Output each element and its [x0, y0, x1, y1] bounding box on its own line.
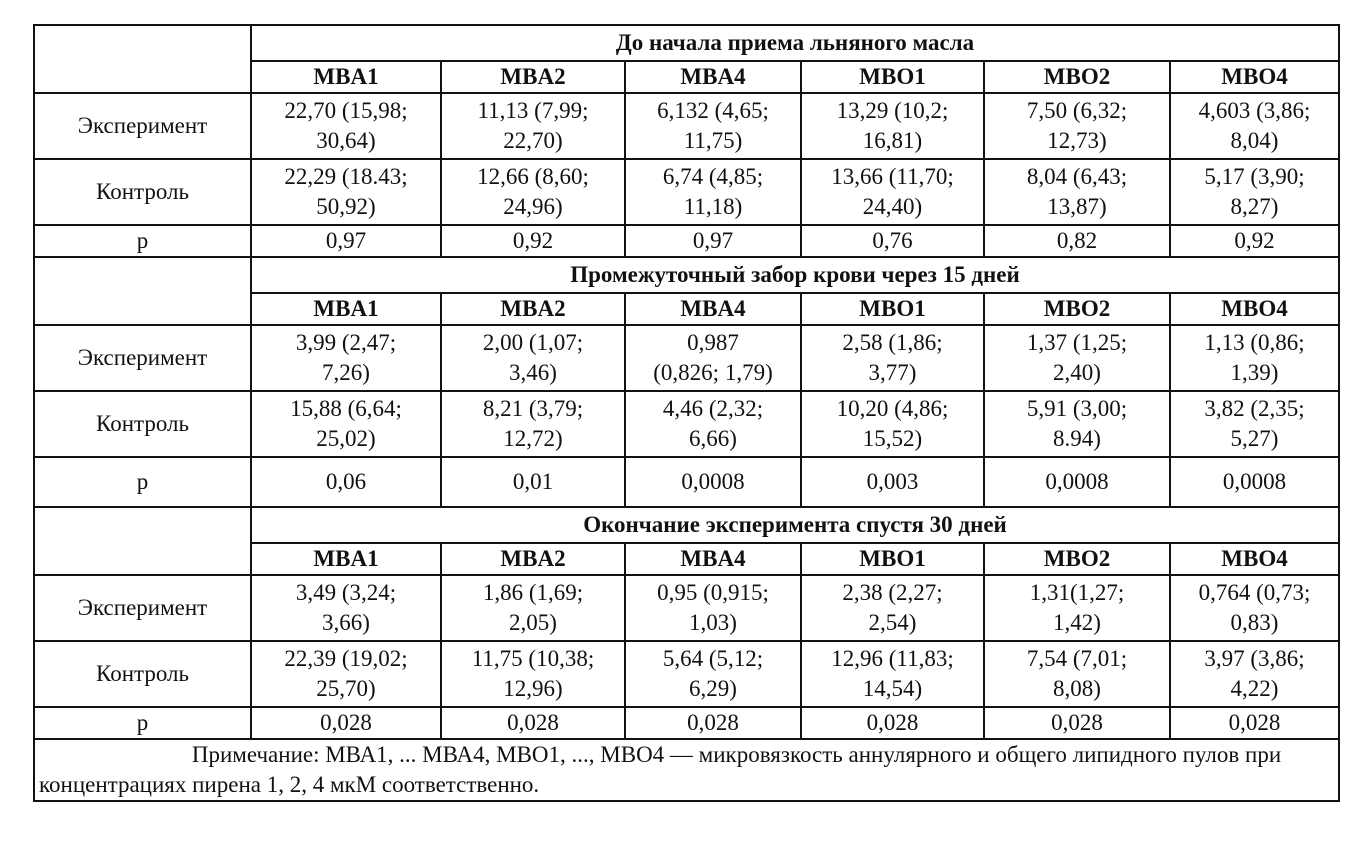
cell-line: 25,02)	[316, 426, 376, 451]
table-cell	[1170, 391, 1339, 457]
cell-line: 4,22)	[1230, 676, 1279, 701]
table-cell	[251, 325, 441, 391]
cell-line: 0,028	[320, 710, 372, 735]
cell-line: 4,46 (2,32;	[662, 396, 764, 421]
table-cell	[984, 325, 1170, 391]
cell-line: 3,97 (3,86;	[1204, 646, 1305, 671]
cell-line: 0,003	[866, 469, 919, 494]
column-header: MBO2	[984, 61, 1170, 93]
cell-line: 50,92)	[316, 194, 376, 219]
cell-line: 5,17 (3,90;	[1204, 164, 1305, 189]
cell-line: 8,08)	[1053, 676, 1101, 701]
table-cell	[801, 641, 984, 707]
table-cell	[251, 457, 441, 507]
cell-line: 22,39 (19,02;	[284, 646, 408, 671]
table-cell	[251, 225, 441, 257]
cell-line: 5,64 (5,12;	[662, 646, 764, 671]
cell-line: 0,06	[325, 469, 367, 494]
cell-line: 7,50 (6,32;	[1026, 98, 1128, 123]
table-row	[34, 225, 1339, 257]
cell-line: 11,75)	[683, 128, 743, 153]
cell-line: 3,66)	[322, 610, 370, 635]
column-header: MBO4	[1170, 61, 1339, 93]
table-cell	[984, 641, 1170, 707]
column-header: MBA2	[441, 543, 625, 575]
table-cell	[1170, 159, 1339, 225]
table-cell	[1170, 575, 1339, 641]
table-cell	[801, 225, 984, 257]
cell-line: 1,31(1,27;	[1029, 580, 1125, 605]
cell-line: 2,05)	[509, 610, 557, 635]
cell-line: 2,38 (2,27;	[842, 580, 943, 605]
table-cell	[1170, 457, 1339, 507]
cell-line: 8,21 (3,79;	[482, 396, 584, 421]
column-header: MBO1	[801, 543, 984, 575]
table-row	[34, 641, 1339, 707]
table-row	[34, 575, 1339, 641]
table-cell	[441, 225, 625, 257]
cell-line: 0,028	[1051, 710, 1103, 735]
cell-line: 15,88 (6,64;	[290, 396, 402, 421]
cell-line: 6,74 (4,85;	[662, 164, 764, 189]
cell-line: 0,97	[325, 228, 367, 253]
table-cell	[251, 707, 441, 739]
cell-line: 0,987	[687, 330, 739, 355]
cell-line: 0,028	[507, 710, 559, 735]
row-label: p	[34, 457, 251, 507]
cell-line: 0,0008	[681, 469, 745, 494]
table-cell	[1170, 225, 1339, 257]
table-cell	[441, 707, 625, 739]
row-label: p	[34, 707, 251, 739]
cell-line: 0,764 (0,73;	[1198, 580, 1311, 605]
cell-line: 2,40)	[1053, 360, 1101, 385]
table-cell	[1170, 707, 1339, 739]
cell-line: 30,64)	[316, 128, 376, 153]
cell-line: 7,26)	[322, 360, 370, 385]
table-cell	[1170, 325, 1339, 391]
cell-line: 15,52)	[862, 426, 923, 451]
table-cell	[441, 391, 625, 457]
cell-line: 8.94)	[1053, 426, 1101, 451]
table-cell	[1170, 641, 1339, 707]
table-cell	[801, 159, 984, 225]
table-cell	[251, 391, 441, 457]
section-title: До начала приема льняного масла	[251, 25, 1339, 61]
cell-line: 0,92	[1234, 228, 1275, 253]
column-header: MBA4	[625, 543, 801, 575]
table-cell	[984, 159, 1170, 225]
cell-line: 2,00 (1,07;	[482, 330, 584, 355]
cell-line: 0,028	[866, 710, 919, 735]
cell-line: 22,70)	[503, 128, 563, 153]
results-table	[33, 24, 1340, 802]
section-title: Промежуточный забор крови через 15 дней	[251, 257, 1339, 293]
cell-line: 14,54)	[862, 676, 923, 701]
table-cell	[441, 159, 625, 225]
column-header: MBA1	[251, 293, 441, 325]
table-cell	[801, 575, 984, 641]
cell-line: 5,27)	[1230, 426, 1279, 451]
row-label: Эксперимент	[34, 93, 251, 159]
cell-line: 11,13 (7,99;	[477, 98, 589, 123]
empty-corner-cell	[34, 257, 251, 325]
cell-line: 13,87)	[1047, 194, 1107, 219]
column-header: MBA2	[441, 61, 625, 93]
section-title: Окончание эксперимента спустя 30 дней	[251, 507, 1339, 543]
table-cell	[801, 457, 984, 507]
cell-line: 2,58 (1,86;	[842, 330, 943, 355]
cell-line: 2,54)	[868, 610, 917, 635]
cell-line: 3,46)	[509, 360, 557, 385]
cell-line: 12,72)	[503, 426, 563, 451]
column-header: MBO4	[1170, 543, 1339, 575]
cell-line: 12,66 (8,60;	[477, 164, 589, 189]
cell-line: 3,77)	[868, 360, 917, 385]
cell-line: 13,66 (11,70;	[831, 164, 954, 189]
note-row	[34, 739, 1339, 801]
cell-line: 0,0008	[1045, 469, 1109, 494]
table-cell	[251, 641, 441, 707]
table-cell	[625, 707, 801, 739]
table-cell	[625, 93, 801, 159]
column-header: MBO2	[984, 293, 1170, 325]
cell-line: 1,13 (0,86;	[1204, 330, 1305, 355]
cell-line: 12,96)	[503, 676, 563, 701]
cell-line: 0,028	[687, 710, 739, 735]
row-label: Эксперимент	[34, 575, 251, 641]
table-cell	[625, 457, 801, 507]
table-cell	[801, 325, 984, 391]
table-cell	[801, 391, 984, 457]
cell-line: 24,40)	[862, 194, 923, 219]
row-label: p	[34, 225, 251, 257]
column-header: MBA1	[251, 543, 441, 575]
column-header: MBA1	[251, 61, 441, 93]
empty-corner-cell	[34, 25, 251, 93]
cell-line: 6,29)	[689, 676, 737, 701]
cell-line: 0,76	[872, 228, 913, 253]
table-cell	[984, 93, 1170, 159]
column-header: MBO1	[801, 61, 984, 93]
table-note: Примечание: МВА1, ... МВА4, МВО1, ..., МВО4 — микровязкость аннулярного и общего липидного пулов при концентрациях пирена 1, 2, 4 мкМ соответственно.	[39, 742, 1282, 797]
table-cell	[984, 225, 1170, 257]
cell-line: 11,75 (10,38;	[471, 646, 595, 671]
cell-line: 1,03)	[689, 610, 737, 635]
cell-line: 10,20 (4,86;	[836, 396, 949, 421]
column-header: MBA2	[441, 293, 625, 325]
cell-line: 1,39)	[1230, 360, 1279, 385]
column-header: MBA4	[625, 293, 801, 325]
cell-line: 8,04 (6,43;	[1026, 164, 1128, 189]
cell-line: 6,132 (4,65;	[657, 98, 769, 123]
column-header: MBO4	[1170, 293, 1339, 325]
cell-line: 3,99 (2,47;	[295, 330, 397, 355]
table-cell	[251, 159, 441, 225]
cell-line: 16,81)	[862, 128, 923, 153]
cell-line: 6,66)	[689, 426, 737, 451]
cell-line: 3,49 (3,24;	[295, 580, 397, 605]
table-cell	[625, 641, 801, 707]
table-cell	[801, 707, 984, 739]
section-title-row	[34, 507, 1339, 543]
cell-line: 0,97	[692, 228, 734, 253]
cell-line: 12,96 (11,83;	[831, 646, 954, 671]
empty-corner-cell	[34, 507, 251, 575]
table-cell	[251, 575, 441, 641]
cell-line: 25,70)	[316, 676, 376, 701]
cell-line: 0,83)	[1230, 610, 1279, 635]
cell-line: 5,91 (3,00;	[1026, 396, 1128, 421]
cell-line: 13,29 (10,2;	[836, 98, 949, 123]
cell-line: 22,70 (15,98;	[284, 98, 408, 123]
column-header: MBA4	[625, 61, 801, 93]
cell-line: 8,27)	[1230, 194, 1279, 219]
cell-line: 0,0008	[1222, 469, 1287, 494]
table-cell	[984, 391, 1170, 457]
cell-line: 1,37 (1,25;	[1026, 330, 1128, 355]
section-title-row	[34, 25, 1339, 61]
table-cell	[1170, 93, 1339, 159]
table-row	[34, 159, 1339, 225]
table-cell	[625, 159, 801, 225]
cell-line: 0,92	[512, 228, 554, 253]
note-cell	[34, 739, 1339, 801]
table-cell	[984, 575, 1170, 641]
table-cell	[625, 325, 801, 391]
cell-line: 8,04)	[1230, 128, 1279, 153]
table-row	[34, 391, 1339, 457]
section-title-row	[34, 257, 1339, 293]
table-cell	[441, 575, 625, 641]
cell-line: 12,73)	[1047, 128, 1107, 153]
cell-line: 22,29 (18.43;	[284, 164, 408, 189]
table-row	[34, 325, 1339, 391]
cell-line: 1,86 (1,69;	[482, 580, 584, 605]
table-cell	[251, 93, 441, 159]
cell-line: (0,826; 1,79)	[653, 360, 773, 385]
cell-line: 0,01	[512, 469, 554, 494]
table-cell	[441, 325, 625, 391]
table-cell	[984, 707, 1170, 739]
row-label: Контроль	[34, 159, 251, 225]
cell-line: 0,82	[1056, 228, 1098, 253]
row-label: Контроль	[34, 391, 251, 457]
table-cell	[625, 575, 801, 641]
column-header: MBO1	[801, 293, 984, 325]
table-cell	[441, 93, 625, 159]
cell-line: 3,82 (2,35;	[1204, 396, 1305, 421]
table-cell	[625, 391, 801, 457]
table-cell	[984, 457, 1170, 507]
row-label: Эксперимент	[34, 325, 251, 391]
column-header: MBO2	[984, 543, 1170, 575]
row-label: Контроль	[34, 641, 251, 707]
table-cell	[801, 93, 984, 159]
cell-line: 4,603 (3,86;	[1198, 98, 1311, 123]
table-cell	[441, 457, 625, 507]
table-cell	[625, 225, 801, 257]
table-row	[34, 457, 1339, 507]
cell-line: 11,18)	[683, 194, 743, 219]
cell-line: 24,96)	[503, 194, 563, 219]
table-row	[34, 707, 1339, 739]
cell-line: 7,54 (7,01;	[1026, 646, 1128, 671]
table-row	[34, 93, 1339, 159]
cell-line: 0,028	[1228, 710, 1281, 735]
cell-line: 0,95 (0,915;	[657, 580, 769, 605]
cell-line: 1,42)	[1053, 610, 1101, 635]
table-cell	[441, 641, 625, 707]
